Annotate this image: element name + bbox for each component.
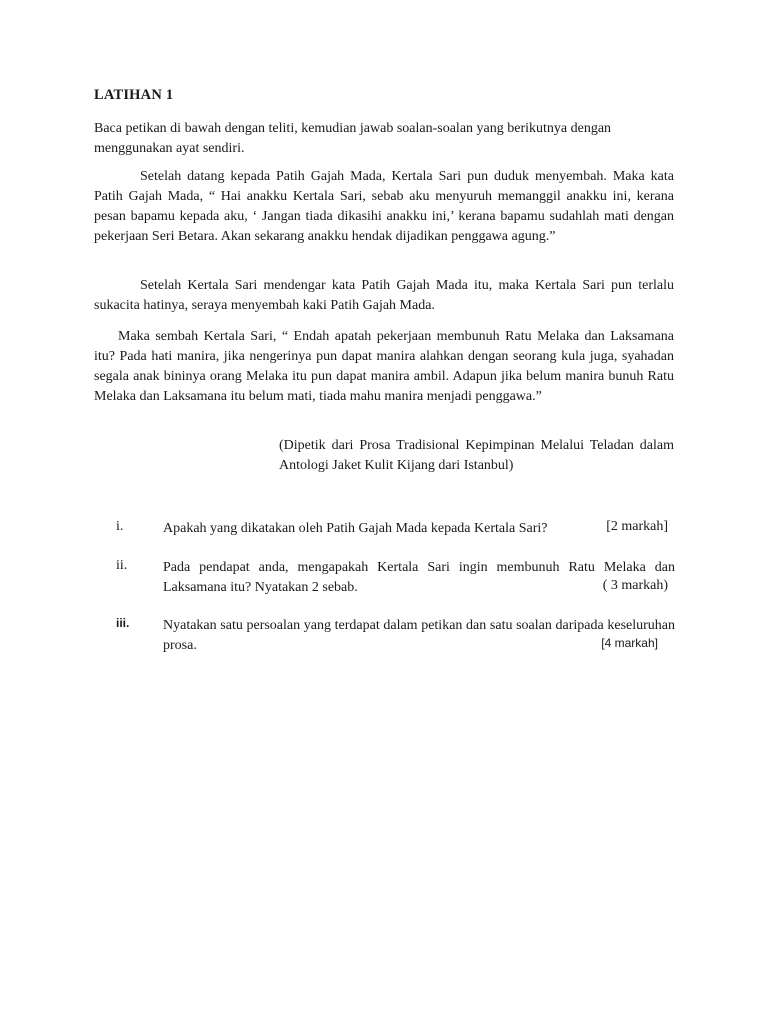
source-citation: (Dipetik dari Prosa Tradisional Kepimpinan Melalui Teladan dalam Antologi Jaket Kulit Kijang dari Istanbul) xyxy=(279,438,674,473)
question-text: Apakah yang dikatakan oleh Patih Gajah Mada kepada Kertala Sari? xyxy=(163,521,548,536)
passage-paragraph-1 xyxy=(94,167,674,247)
passage-text: Setelah datang kepada Patih Gajah Mada, Kertala Sari pun duduk menyembah. Maka kata Patih Gajah Mada, “ Hai anakku Kertala Sari, sebab aku menyuruh memanggil anakku ini, kerana pesan bapamu kepada aku, ‘ Jangan tiada dikasihi anakku ini,’ kerana bapamu sudahlah mati dengan pekerjaan Seri Betara. Akan sekarang anakku hendak dijadikan penggawa agung.” xyxy=(94,169,674,244)
passage-text: Maka sembah Kertala Sari, “ Endah apatah pekerjaan membunuh Ratu Melaka dan Laksamana itu? Pada hati manira, jika nengerinya pun dapat manira alahkan dengan seorang kula juga, syahadan segala anak bininya orang Melaka itu pun dapat manira ambil. Adapun jika belum manira bunuh Ratu Melaka dan Laksamana itu belum mati, tiada mahu manira menjadi penggawa.” xyxy=(94,329,674,404)
question-text: Pada pendapat anda, mengapakah Kertala Sari ingin membunuh Ratu Melaka dan Laksamana itu? Nyatakan 2 sebab. xyxy=(163,560,675,595)
instruction-text: Baca petikan di bawah dengan teliti, kemudian jawab soalan-soalan yang berikutnya dengan menggunakan ayat sendiri. xyxy=(94,121,612,156)
question-number: iii. xyxy=(116,616,130,630)
question-text: Nyatakan satu persoalan yang terdapat dalam petikan dan satu soalan daripada keseluruhan prosa. xyxy=(163,618,675,653)
passage-paragraph-2 xyxy=(94,276,674,316)
question-number: ii. xyxy=(116,558,128,573)
question-number: i. xyxy=(116,519,124,534)
passage-text: Setelah Kertala Sari mendengar kata Patih Gajah Mada itu, maka Kertala Sari pun terlalu sukacita hatinya, seraya menyembah kaki Patih Gajah Mada. xyxy=(94,278,674,313)
exercise-title: LATIHAN 1 xyxy=(94,87,174,103)
question-marks: [4 markah] xyxy=(601,636,658,650)
question-marks: ( 3 markah) xyxy=(602,578,668,593)
passage-paragraph-3 xyxy=(94,327,674,407)
question-marks: [2 markah] xyxy=(606,519,668,534)
